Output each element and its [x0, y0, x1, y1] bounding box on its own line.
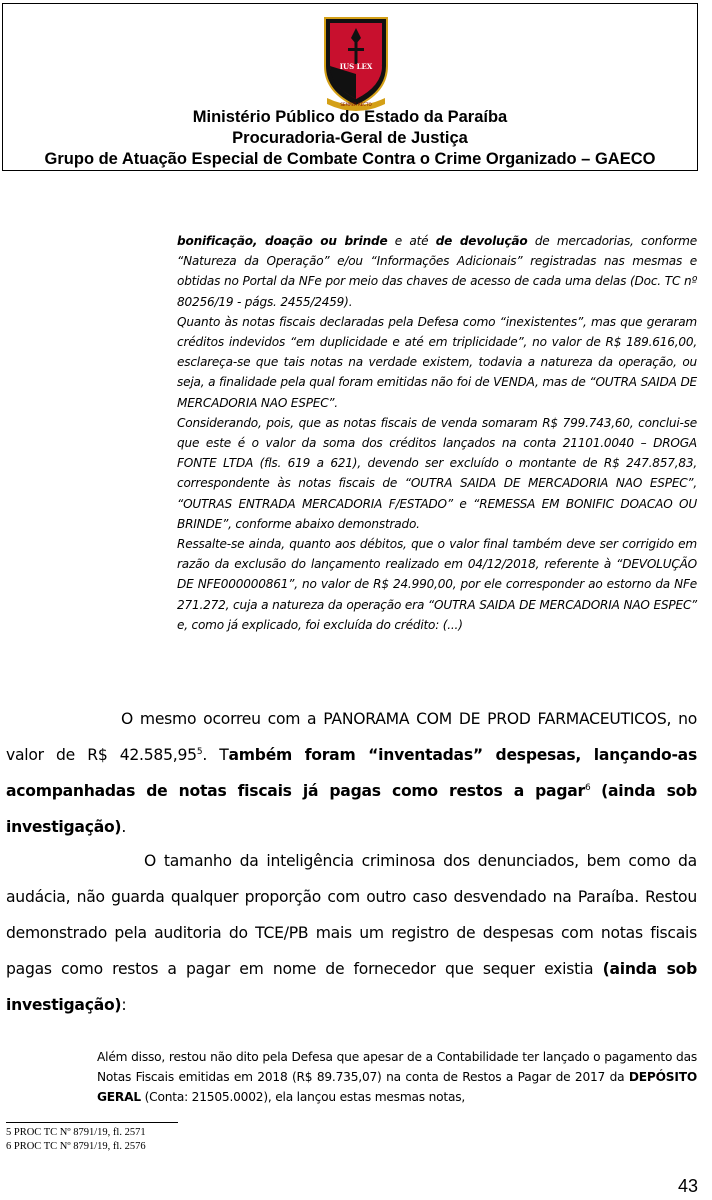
footnote-6: 6 PROC TC Nº 8791/19, fl. 2576: [6, 1141, 146, 1152]
text-run: :: [121, 996, 127, 1014]
emblem-ribbon-text: SEMPER RECTO: [340, 102, 372, 107]
bold-text: de devolução: [435, 234, 528, 248]
bold-text: bonificação, doação ou brinde: [177, 234, 388, 248]
body-paragraph-criminal-intelligence: [6, 843, 697, 1023]
quote-paragraph: [177, 231, 697, 312]
page-number: 43: [677, 1176, 698, 1196]
text-run: [590, 782, 601, 800]
block-quote-deposito-geral: [97, 1047, 697, 1107]
bold-text: (ainda sob investigação): [6, 782, 697, 836]
footnote-ref: 5: [196, 747, 203, 757]
text-run: Além disso, restou não dito pela Defesa que apesar de a Contabilidade ter lançado o pagamento das Notas Fiscais emitidas em 2018 (R$ 89.735,07) na conta de Restos a Pagar de 2017 da: [97, 1050, 697, 1084]
text-run: O tamanho da inteligência criminosa dos denunciados, bem como da audácia, não guarda qualquer proporção com outro caso desvendado na Paraíba. Restou demonstrado pela auditoria do TCE/PB mais um registro de despesas com notas fiscais pagas como restos a pagar em nome de fornecedor que sequer existia: [6, 852, 697, 978]
text-run: (Conta: 21505.0002), ela lançou estas mesmas notas,: [140, 1090, 466, 1104]
letterhead: [2, 3, 698, 171]
text-run: . T: [202, 746, 229, 764]
text-run: Considerando, pois, que as notas fiscais de venda somaram R$ 799.743,60, conclui-se que este é o valor da soma dos créditos lançados na conta 21101.0040 – DROGA FONTE LTDA (fls. 619 a 621), devendo ser excluído o montante de R$ 247.857,83, correspondente às notas fiscais de “OUTRA SAIDA DE MERCADORIA NAO ESPEC”, “OUTRAS ENTRADA MERCADORIA F/ESTADO” e “REMESSA EM BONIFIC DOACAO OU BRINDE”, conforme abaixo demonstrado.: [177, 415, 697, 531]
bold-text: ambém foram “inventadas” despesas, lançando-as acompanhadas de notas fiscais já pagas como restos a pagar: [6, 746, 697, 800]
footnote-ref: 6: [584, 783, 591, 793]
block-quote-audit: [177, 231, 697, 635]
header-gaeco: Grupo de Atuação Especial de Combate Contra o Crime Organizado – GAECO: [44, 150, 656, 168]
quote-paragraph: [177, 413, 697, 534]
body-paragraph-panorama: [6, 701, 697, 845]
text-run: .: [121, 818, 127, 836]
emblem-motto: IUS LEX: [339, 62, 373, 71]
coat-of-arms-emblem: [321, 14, 391, 112]
bold-text: (ainda sob investigação): [6, 960, 697, 1014]
text-run: e até: [387, 234, 436, 248]
footnote-5: 5 PROC TC Nº 8791/19, fl. 2571: [6, 1127, 146, 1138]
header-procuradoria: Procuradoria-Geral de Justiça: [232, 129, 468, 147]
quote-paragraph: [177, 312, 697, 413]
header-ministry: Ministério Público do Estado da Paraíba: [192, 108, 508, 126]
text-run: Quanto às notas fiscais declaradas pela Defesa como “inexistentes”, mas que geraram créditos indevidos “em duplicidade e até em triplicidade”, no valor de R$ 189.616,00, esclareça-se que tais notas na verdade existem, todavia a natureza da operação, ou seja, a finalidade pela qual foram emitidas não foi de VENDA, mas de “OUTRA SAIDA DE MERCADORIA NAO ESPEC”.: [177, 314, 697, 410]
footnote-divider: [6, 1122, 178, 1123]
bold-text: DEPÓSITO GERAL: [97, 1070, 697, 1104]
quote-paragraph: [177, 534, 697, 635]
text-run: Ressalte-se ainda, quanto aos débitos, que o valor final também deve ser corrigido em razão da exclusão do lançamento realizado em 04/12/2018, referente à “DEVOLUÇÃO DE NFE000000861”, no valor de R$ 24.990,00, por ele corresponder ao estorno da NFe 271.272, cuja a natureza da operação era “OUTRA SAIDA DE MERCADORIA NAO ESPEC” e, como já explicado, foi excluída do crédito: (...): [177, 537, 697, 632]
text-run: O mesmo ocorreu com a PANORAMA COM DE PROD FARMACEUTICOS, no valor de R$ 42.585,95: [6, 710, 697, 764]
text-run: de mercadorias, conforme “Natureza da Operação” e/ou “Informações Adicionais” registradas nas mesmas e obtidas no Portal da NFe por meio das chaves de acesso de cada uma delas (Doc. TC nº 80256/19 - págs. 2455/2459).: [177, 234, 697, 309]
